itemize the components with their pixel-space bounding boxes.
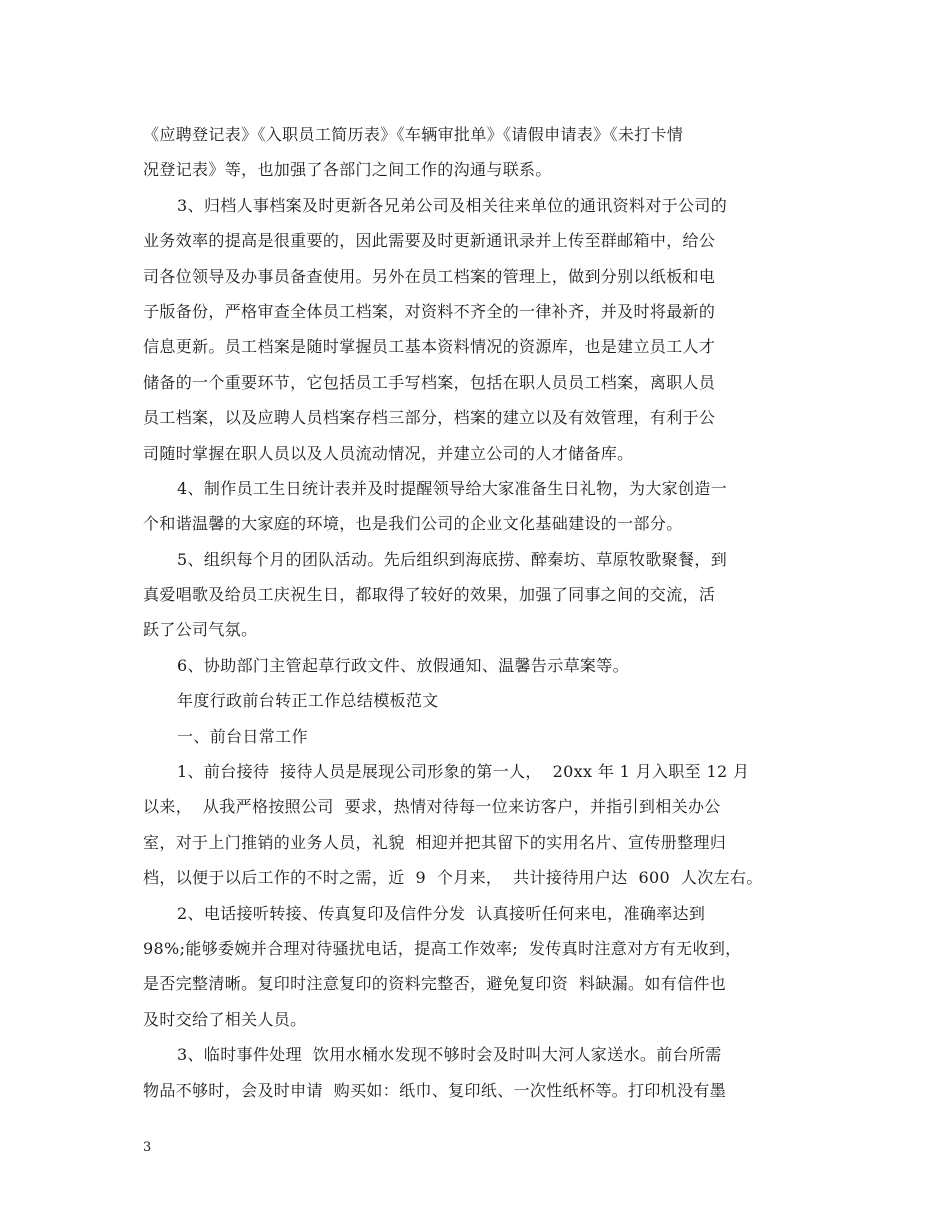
text-line: 一、前台日常工作 (177, 726, 308, 746)
text-line: 以来， 从我严格按照公司 要求，热情对待每一位来访客户，并指引到相关办公 (143, 797, 721, 817)
text-line: 及时交给了相关人员。 (143, 1009, 307, 1029)
text-line: 况登记表》等，也加强了各部门之间工作的沟通与联系。 (143, 160, 552, 180)
text-line: 5、组织每个月的团队活动。先后组织到海底捞、醉秦坊、草原牧歌聚餐，到 (177, 549, 728, 569)
text-line: 物品不够时，会及时申请 购买如：纸巾、复印纸、一次性纸杯等。打印机没有墨 (143, 1080, 727, 1100)
text-line: 6、协助部门主管起草行政文件、放假通知、温馨告示草案等。 (177, 655, 629, 675)
text-line: 司随时掌握在职人员以及人员流动情况，并建立公司的人才储备库。 (143, 443, 634, 463)
text-line: 4、制作员工生日统计表并及时提醒领导给大家准备生日礼物，为大家创造一 (177, 478, 728, 498)
text-line: 《应聘登记表》《入职员工简历表》《车辆审批单》《请假申请表》《未打卡情 (143, 125, 684, 144)
text-line: 档，以便于以后工作的不时之需，近 9 个月来， 共计接待用户达 600 人次左右。 (143, 868, 763, 888)
text-line: 3、临时事件处理 饮用水桶水发现不够时会及时叫大河人家送水。前台所需 (177, 1045, 722, 1065)
text-line: 年度行政前台转正工作总结模板范文 (177, 691, 439, 711)
text-line: 储备的一个重要环节，它包括员工手写档案，包括在职人员员工档案，离职人员 (143, 372, 716, 392)
text-line: 司各位领导及办事员备查使用。另外在员工档案的管理上，做到分别以纸板和电 (143, 266, 716, 286)
text-line: 个和谐温馨的大家庭的环境，也是我们公司的企业文化基础建设的一部分。 (143, 514, 683, 534)
text-line: 1、前台接待 接待人员是展现公司形象的第一人， 20xx 年 1 月入职至 12 月 (177, 762, 750, 782)
text-line: 是否完整清晰。复印时注意复印的资料完整否，避免复印资 料缺漏。如有信件也 (143, 974, 727, 994)
text-line: 子版备份，严格审查全体员工档案，对资料不齐全的一律补齐，并及时将最新的 (143, 301, 716, 321)
text-line: 信息更新。员工档案是随时掌握员工基本资料情况的资源库，也是建立员工人才 (143, 337, 716, 357)
text-line: 业务效率的提高是很重要的，因此需要及时更新通讯录并上传至群邮箱中，给公 (143, 231, 716, 251)
text-line: 98%;能够委婉并合理对待骚扰电话，提高工作效率; 发传真时注意对方有无收到， (143, 938, 742, 958)
text-line: 2、电话接听转接、传真复印及信件分发 认真接听任何来电，准确率达到 (177, 903, 706, 923)
text-line: 室，对于上门推销的业务人员，礼貌 相迎并把其留下的实用名片、宣传册整理归 (143, 832, 727, 852)
text-line: 3、归档人事档案及时更新各兄弟公司及相关往来单位的通讯资料对于公司的 (177, 195, 728, 215)
page-number: 3 (143, 1140, 152, 1155)
text-line: 真爱唱歌及给员工庆祝生日，都取得了较好的效果，加强了同事之间的交流，活 (143, 585, 716, 605)
text-line: 跃了公司气氛。 (143, 620, 258, 640)
text-line: 员工档案，以及应聘人员档案存档三部分，档案的建立以及有效管理，有利于公 (143, 408, 716, 428)
document-body (143, 117, 815, 1108)
